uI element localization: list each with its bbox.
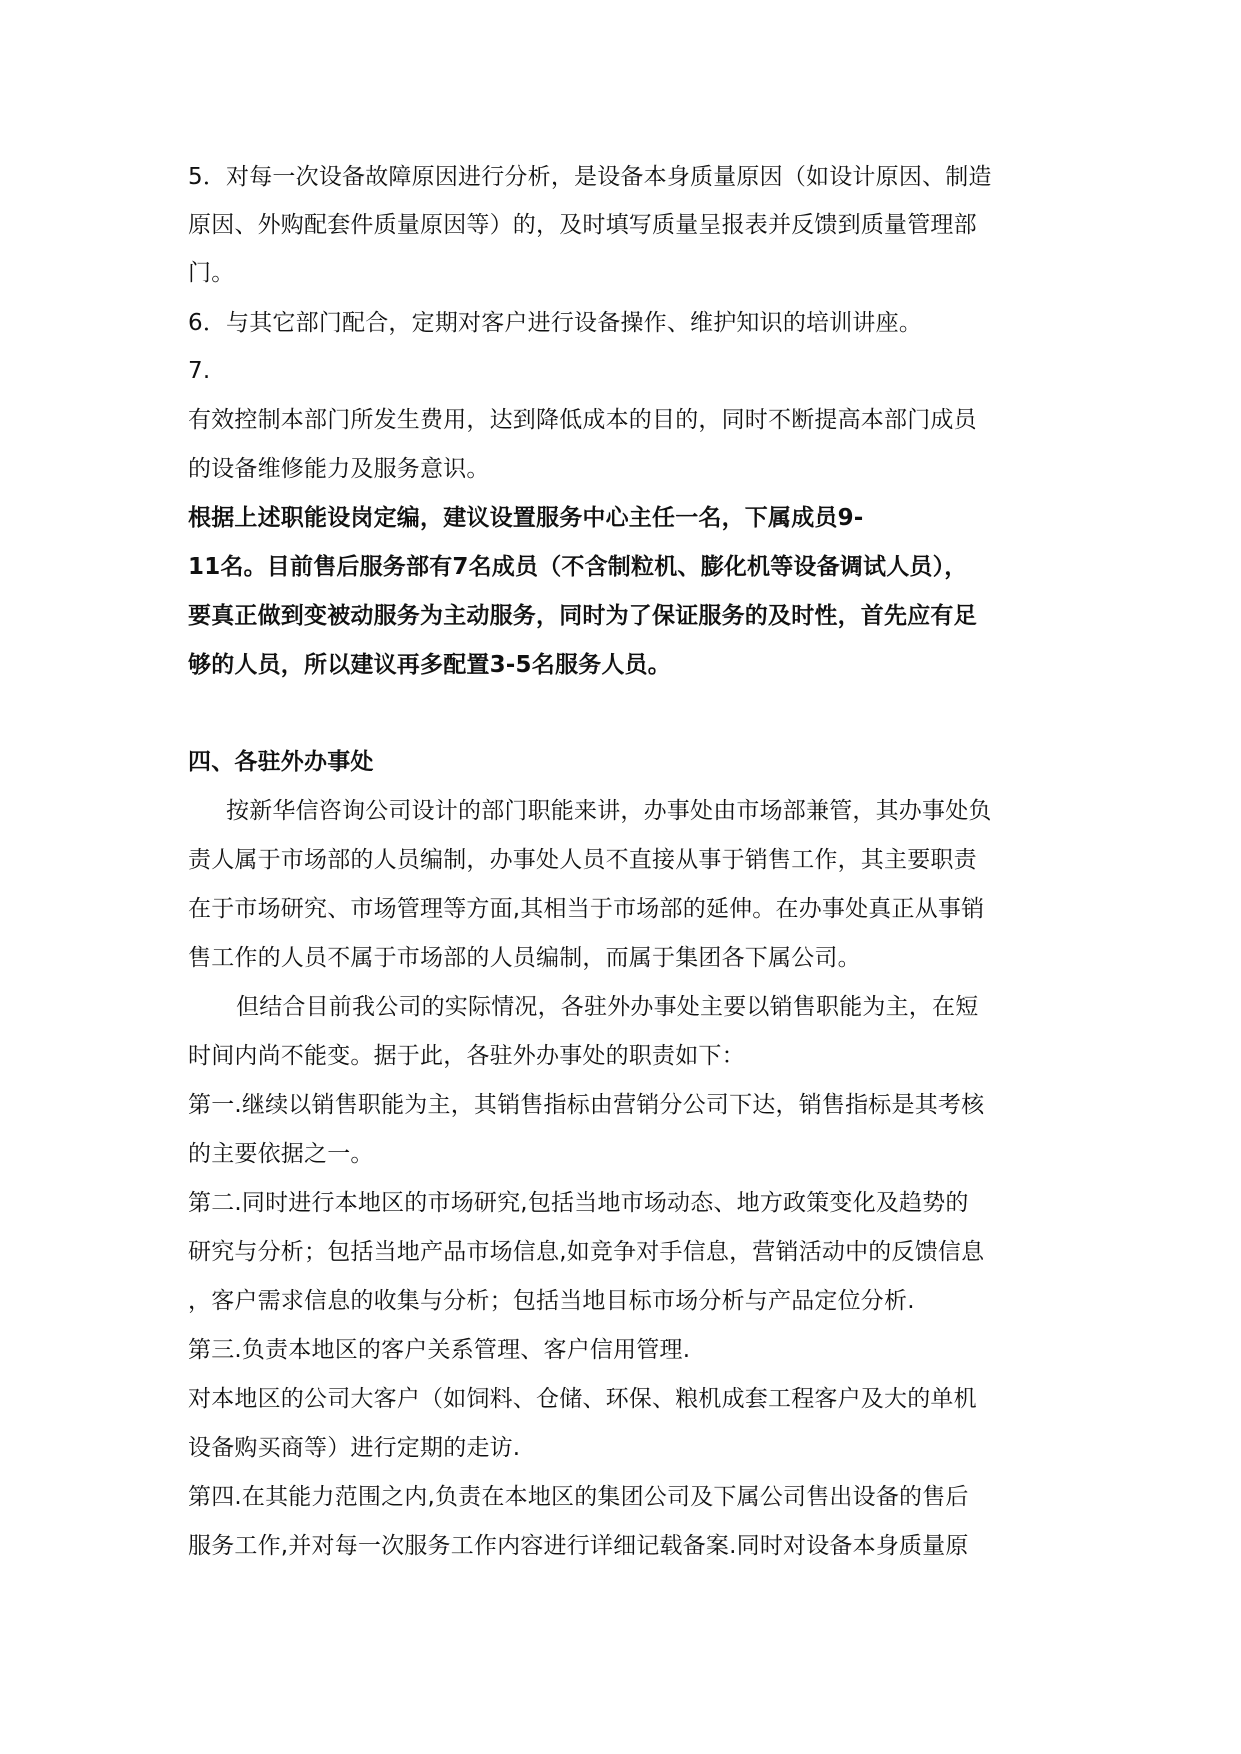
bold-text-line: 够的人员，所以建议再多配置3-5名服务人员。 [188, 652, 671, 678]
text-line: 时间内尚不能变。据于此，各驻外办事处的职责如下： [188, 1043, 745, 1069]
text-line: ，客户需求信息的收集与分析；包括当地目标市场分析与产品定位分析. [188, 1288, 915, 1314]
text-line: 研究与分析；包括当地产品市场信息,如竞争对手信息，营销活动中的反馈信息 [188, 1239, 985, 1265]
text-line: 第一.继续以销售职能为主，其销售指标由营销分公司下达，销售指标是其考核 [188, 1092, 985, 1118]
text-line: 的主要依据之一。 [188, 1141, 374, 1167]
text-line: 设备购买商等）进行定期的走访. [188, 1435, 521, 1461]
text-line: 服务工作,并对每一次服务工作内容进行详细记载备案.同时对设备本身质量原 [188, 1533, 969, 1559]
text-line: 但结合目前我公司的实际情况，各驻外办事处主要以销售职能为主，在短 [236, 994, 979, 1020]
text-line: 6．与其它部门配合，定期对客户进行设备操作、维护知识的培训讲座。 [188, 310, 923, 336]
text-line: 第二.同时进行本地区的市场研究,包括当地市场动态、地方政策变化及趋势的 [188, 1190, 969, 1216]
text-line: 原因、外购配套件质量原因等）的，及时填写质量呈报表并反馈到质量管理部 [188, 212, 977, 238]
text-line: 在于市场研究、市场管理等方面,其相当于市场部的延伸。在办事处真正从事销 [188, 896, 985, 922]
text-line: 有效控制本部门所发生费用，达到降低成本的目的，同时不断提高本部门成员 [188, 407, 977, 433]
text-line: 5．对每一次设备故障原因进行分析，是设备本身质量原因（如设计原因、制造 [188, 164, 992, 190]
text-line: 第四.在其能力范围之内,负责在本地区的集团公司及下属公司售出设备的售后 [188, 1484, 969, 1510]
text-line: 的设备维修能力及服务意识。 [188, 456, 490, 482]
text-line: 责人属于市场部的人员编制，办事处人员不直接从事于销售工作，其主要职责 [188, 847, 977, 873]
text-line: 7. [188, 358, 211, 384]
bold-text-line: 根据上述职能设岗定编，建议设置服务中心主任一名，下属成员9- [188, 505, 864, 531]
text-line: 按新华信咨询公司设计的部门职能来讲，办事处由市场部兼管，其办事处负 [226, 798, 992, 824]
text-line: 售工作的人员不属于市场部的人员编制，而属于集团各下属公司。 [188, 945, 861, 971]
text-line: 门。 [188, 260, 235, 286]
section-heading: 四、各驻外办事处 [188, 749, 374, 775]
text-line: 对本地区的公司大客户（如饲料、仓储、环保、粮机成套工程客户及大的单机 [188, 1386, 977, 1412]
bold-text-line: 11名。目前售后服务部有7名成员（不含制粒机、膨化机等设备调试人员）， [188, 554, 968, 580]
text-line: 第三.负责本地区的客户关系管理、客户信用管理. [188, 1337, 691, 1363]
bold-text-line: 要真正做到变被动服务为主动服务，同时为了保证服务的及时性，首先应有足 [188, 603, 977, 629]
